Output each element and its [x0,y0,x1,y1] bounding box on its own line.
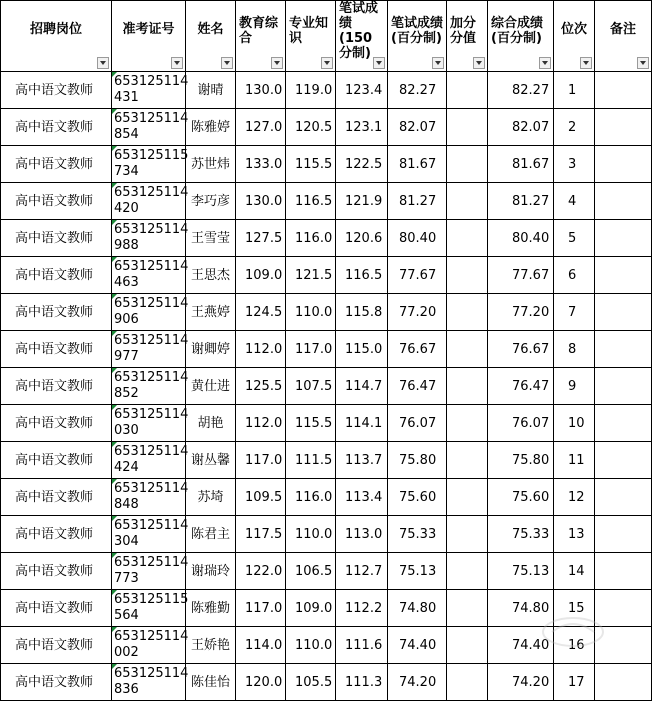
cell-exam_id: 653125114 854 [112,109,186,146]
cell-bonus [447,553,488,590]
cell-rank: 3 [554,146,595,183]
table-row [1,294,652,331]
cell-written100: 74.20 [388,664,447,701]
cell-name: 黄仕进 [186,368,236,405]
cell-remark [595,442,652,479]
cell-written100: 74.80 [388,590,447,627]
cell-bonus [447,183,488,220]
cell-written100: 82.27 [388,72,447,109]
table-row [1,368,652,405]
column-header-label: 综合成绩(百分制) [491,16,544,46]
cell-total: 76.47 [488,368,554,405]
cell-exam_id: 653125114 848 [112,479,186,516]
cell-written150: 115.0 [336,331,388,368]
cell-major: 115.5 [286,146,336,183]
cell-remark [595,368,652,405]
cell-position: 高中语文教师 [1,516,112,553]
cell-bonus [447,405,488,442]
cell-name: 王娇艳 [186,627,236,664]
cell-rank: 15 [554,590,595,627]
table-row [1,405,652,442]
filter-dropdown-icon[interactable] [271,57,283,69]
cell-bonus [447,72,488,109]
column-header-name [186,1,236,72]
cell-edu: 130.0 [236,72,286,109]
cell-edu: 114.0 [236,627,286,664]
table-row [1,109,652,146]
cell-remark [595,109,652,146]
cell-remark [595,516,652,553]
cell-written150: 115.8 [336,294,388,331]
header-row [1,1,652,72]
table-row [1,479,652,516]
cell-name: 陈君主 [186,516,236,553]
filter-dropdown-icon[interactable] [97,57,109,69]
column-header-label: 姓名 [197,21,224,37]
cell-exam_id: 653125114 431 [112,72,186,109]
cell-exam_id: 653125115 564 [112,590,186,627]
cell-major: 110.0 [286,294,336,331]
cell-rank: 2 [554,109,595,146]
filter-dropdown-icon[interactable] [580,57,592,69]
green-triangle-icon [112,368,117,373]
table-row [1,220,652,257]
cell-position: 高中语文教师 [1,405,112,442]
green-triangle-icon [112,479,117,484]
cell-exam_id: 653125114 002 [112,627,186,664]
cell-major: 116.0 [286,479,336,516]
column-header-total [488,1,554,72]
green-triangle-icon [112,553,117,558]
cell-exam_id: 653125115 734 [112,146,186,183]
cell-remark [595,553,652,590]
table-row [1,257,652,294]
cell-total: 82.07 [488,109,554,146]
cell-position: 高中语文教师 [1,590,112,627]
cell-bonus [447,331,488,368]
cell-written150: 112.7 [336,553,388,590]
cell-rank: 8 [554,331,595,368]
cell-edu: 124.5 [236,294,286,331]
column-header-label: 位次 [560,21,587,37]
cell-exam_id: 653125114 030 [112,405,186,442]
cell-total: 77.20 [488,294,554,331]
table-row [1,516,652,553]
cell-name: 王雪莹 [186,220,236,257]
filter-dropdown-icon[interactable] [321,57,333,69]
cell-position: 高中语文教师 [1,220,112,257]
cell-major: 120.5 [286,109,336,146]
cell-bonus [447,257,488,294]
cell-name: 谢瑞玲 [186,553,236,590]
cell-written100: 76.07 [388,405,447,442]
cell-position: 高中语文教师 [1,553,112,590]
cell-written150: 114.1 [336,405,388,442]
cell-edu: 117.5 [236,516,286,553]
green-triangle-icon [112,257,117,262]
column-header-written150 [336,1,388,72]
cell-remark [595,664,652,701]
cell-written100: 82.07 [388,109,447,146]
green-triangle-icon [112,72,117,77]
green-triangle-icon [112,109,117,114]
table-row [1,664,652,701]
filter-dropdown-icon[interactable] [473,57,485,69]
filter-dropdown-icon[interactable] [432,57,444,69]
cell-rank: 6 [554,257,595,294]
cell-position: 高中语文教师 [1,442,112,479]
table-row [1,442,652,479]
cell-written100: 75.80 [388,442,447,479]
cell-remark [595,479,652,516]
table-body [1,72,652,701]
cell-written100: 76.47 [388,368,447,405]
green-triangle-icon [112,331,117,336]
cell-edu: 117.0 [236,590,286,627]
cell-bonus [447,516,488,553]
column-header-label: 准考证号 [122,21,175,37]
cell-total: 82.27 [488,72,554,109]
cell-written150: 111.3 [336,664,388,701]
cell-exam_id: 653125114 977 [112,331,186,368]
cell-edu: 130.0 [236,183,286,220]
cell-edu: 109.5 [236,479,286,516]
cell-remark [595,220,652,257]
cell-name: 苏世炜 [186,146,236,183]
cell-major: 111.5 [286,442,336,479]
green-triangle-icon [112,294,117,299]
cell-total: 77.67 [488,257,554,294]
cell-written100: 76.67 [388,331,447,368]
column-header-label: 招聘岗位 [29,21,82,37]
cell-written150: 114.7 [336,368,388,405]
green-triangle-icon [112,146,117,151]
cell-bonus [447,220,488,257]
column-header-bonus [447,1,488,72]
cell-name: 王思杰 [186,257,236,294]
cell-name: 谢卿婷 [186,331,236,368]
cell-exam_id: 653125114 836 [112,664,186,701]
cell-written100: 81.27 [388,183,447,220]
cell-major: 107.5 [286,368,336,405]
cell-edu: 127.5 [236,220,286,257]
watermark-logo [538,612,608,652]
cell-rank: 9 [554,368,595,405]
cell-position: 高中语文教师 [1,664,112,701]
cell-position: 高中语文教师 [1,294,112,331]
cell-bonus [447,146,488,183]
cell-total: 75.80 [488,442,554,479]
cell-total: 80.40 [488,220,554,257]
cell-major: 117.0 [286,331,336,368]
column-header-major [286,1,336,72]
cell-bonus [447,109,488,146]
cell-major: 105.5 [286,664,336,701]
cell-written150: 121.9 [336,183,388,220]
cell-rank: 12 [554,479,595,516]
column-header-remark [595,1,652,72]
cell-position: 高中语文教师 [1,331,112,368]
cell-major: 121.5 [286,257,336,294]
green-triangle-icon [112,220,117,225]
cell-rank: 16 [554,627,595,664]
column-header-written100 [388,1,447,72]
green-triangle-icon [112,590,117,595]
cell-major: 116.0 [286,220,336,257]
cell-exam_id: 653125114 420 [112,183,186,220]
cell-major: 109.0 [286,590,336,627]
table-row [1,183,652,220]
filter-dropdown-icon[interactable] [171,57,183,69]
cell-exam_id: 653125114 906 [112,294,186,331]
cell-name: 陈雅婷 [186,109,236,146]
column-header-label: 加分分值 [450,16,477,46]
column-header-label: 专业知识 [289,16,329,46]
column-header-exam_id [112,1,186,72]
cell-bonus [447,442,488,479]
cell-remark [595,294,652,331]
cell-exam_id: 653125114 304 [112,516,186,553]
green-triangle-icon [112,442,117,447]
cell-name: 苏埼 [186,479,236,516]
table-row [1,553,652,590]
cell-rank: 4 [554,183,595,220]
cell-edu: 120.0 [236,664,286,701]
column-header-edu [236,1,286,72]
cell-total: 76.07 [488,405,554,442]
cell-written100: 74.40 [388,627,447,664]
cell-edu: 117.0 [236,442,286,479]
cell-remark [595,183,652,220]
cell-rank: 7 [554,294,595,331]
cell-rank: 11 [554,442,595,479]
cell-position: 高中语文教师 [1,368,112,405]
cell-total: 81.67 [488,146,554,183]
cell-edu: 112.0 [236,405,286,442]
cell-written150: 112.2 [336,590,388,627]
cell-total: 74.20 [488,664,554,701]
cell-bonus [447,590,488,627]
cell-name: 谢丛馨 [186,442,236,479]
cell-edu: 112.0 [236,331,286,368]
cell-written100: 77.67 [388,257,447,294]
cell-remark [595,331,652,368]
cell-remark [595,257,652,294]
filter-dropdown-icon[interactable] [637,57,649,69]
column-header-rank [554,1,595,72]
cell-name: 陈雅勤 [186,590,236,627]
cell-edu: 127.0 [236,109,286,146]
green-triangle-icon [112,664,117,669]
cell-total: 75.33 [488,516,554,553]
cell-total: 74.80 [488,590,554,627]
cell-bonus [447,479,488,516]
cell-edu: 133.0 [236,146,286,183]
cell-bonus [447,294,488,331]
cell-written100: 80.40 [388,220,447,257]
cell-rank: 13 [554,516,595,553]
cell-position: 高中语文教师 [1,183,112,220]
cell-written150: 113.4 [336,479,388,516]
filter-dropdown-icon[interactable] [221,57,233,69]
cell-major: 106.5 [286,553,336,590]
cell-exam_id: 653125114 852 [112,368,186,405]
cell-written150: 111.6 [336,627,388,664]
cell-remark [595,72,652,109]
cell-name: 王燕婷 [186,294,236,331]
cell-written100: 75.60 [388,479,447,516]
cell-position: 高中语文教师 [1,72,112,109]
filter-dropdown-icon[interactable] [539,57,551,69]
cell-name: 谢晴 [186,72,236,109]
cell-written100: 75.33 [388,516,447,553]
green-triangle-icon [112,516,117,521]
cell-exam_id: 653125114 463 [112,257,186,294]
cell-rank: 17 [554,664,595,701]
column-header-position [1,1,112,72]
cell-major: 119.0 [286,72,336,109]
cell-position: 高中语文教师 [1,627,112,664]
cell-written100: 75.13 [388,553,447,590]
cell-remark [595,146,652,183]
filter-dropdown-icon[interactable] [373,57,385,69]
table-row [1,331,652,368]
cell-edu: 109.0 [236,257,286,294]
column-header-label: 备注 [609,21,636,37]
cell-total: 74.40 [488,627,554,664]
cell-name: 李巧彦 [186,183,236,220]
cell-position: 高中语文教师 [1,146,112,183]
cell-total: 75.60 [488,479,554,516]
cell-bonus [447,368,488,405]
cell-written150: 123.1 [336,109,388,146]
cell-edu: 125.5 [236,368,286,405]
cell-name: 陈佳怡 [186,664,236,701]
cell-position: 高中语文教师 [1,479,112,516]
cell-rank: 5 [554,220,595,257]
column-header-label: 教育综合 [239,16,279,46]
cell-major: 116.5 [286,183,336,220]
green-triangle-icon [112,183,117,188]
cell-exam_id: 653125114 988 [112,220,186,257]
cell-position: 高中语文教师 [1,109,112,146]
cell-total: 81.27 [488,183,554,220]
table-row [1,146,652,183]
column-header-label: 笔试成绩(百分制) [391,16,444,46]
cell-written150: 122.5 [336,146,388,183]
cell-rank: 1 [554,72,595,109]
column-header-label: 笔试成绩(150分制) [339,1,379,61]
cell-total: 75.13 [488,553,554,590]
cell-written100: 77.20 [388,294,447,331]
cell-written150: 113.0 [336,516,388,553]
cell-written150: 120.6 [336,220,388,257]
cell-rank: 14 [554,553,595,590]
cell-name: 胡艳 [186,405,236,442]
cell-total: 76.67 [488,331,554,368]
green-triangle-icon [112,627,117,632]
cell-rank: 10 [554,405,595,442]
cell-major: 110.0 [286,516,336,553]
cell-edu: 122.0 [236,553,286,590]
green-triangle-icon [112,405,117,410]
table-row [1,72,652,109]
cell-bonus [447,627,488,664]
cell-written150: 113.7 [336,442,388,479]
cell-written100: 81.67 [388,146,447,183]
cell-bonus [447,664,488,701]
cell-remark [595,405,652,442]
cell-written150: 123.4 [336,72,388,109]
cell-major: 115.5 [286,405,336,442]
cell-written150: 116.5 [336,257,388,294]
cell-position: 高中语文教师 [1,257,112,294]
cell-major: 110.0 [286,627,336,664]
cell-exam_id: 653125114 773 [112,553,186,590]
cell-exam_id: 653125114 424 [112,442,186,479]
